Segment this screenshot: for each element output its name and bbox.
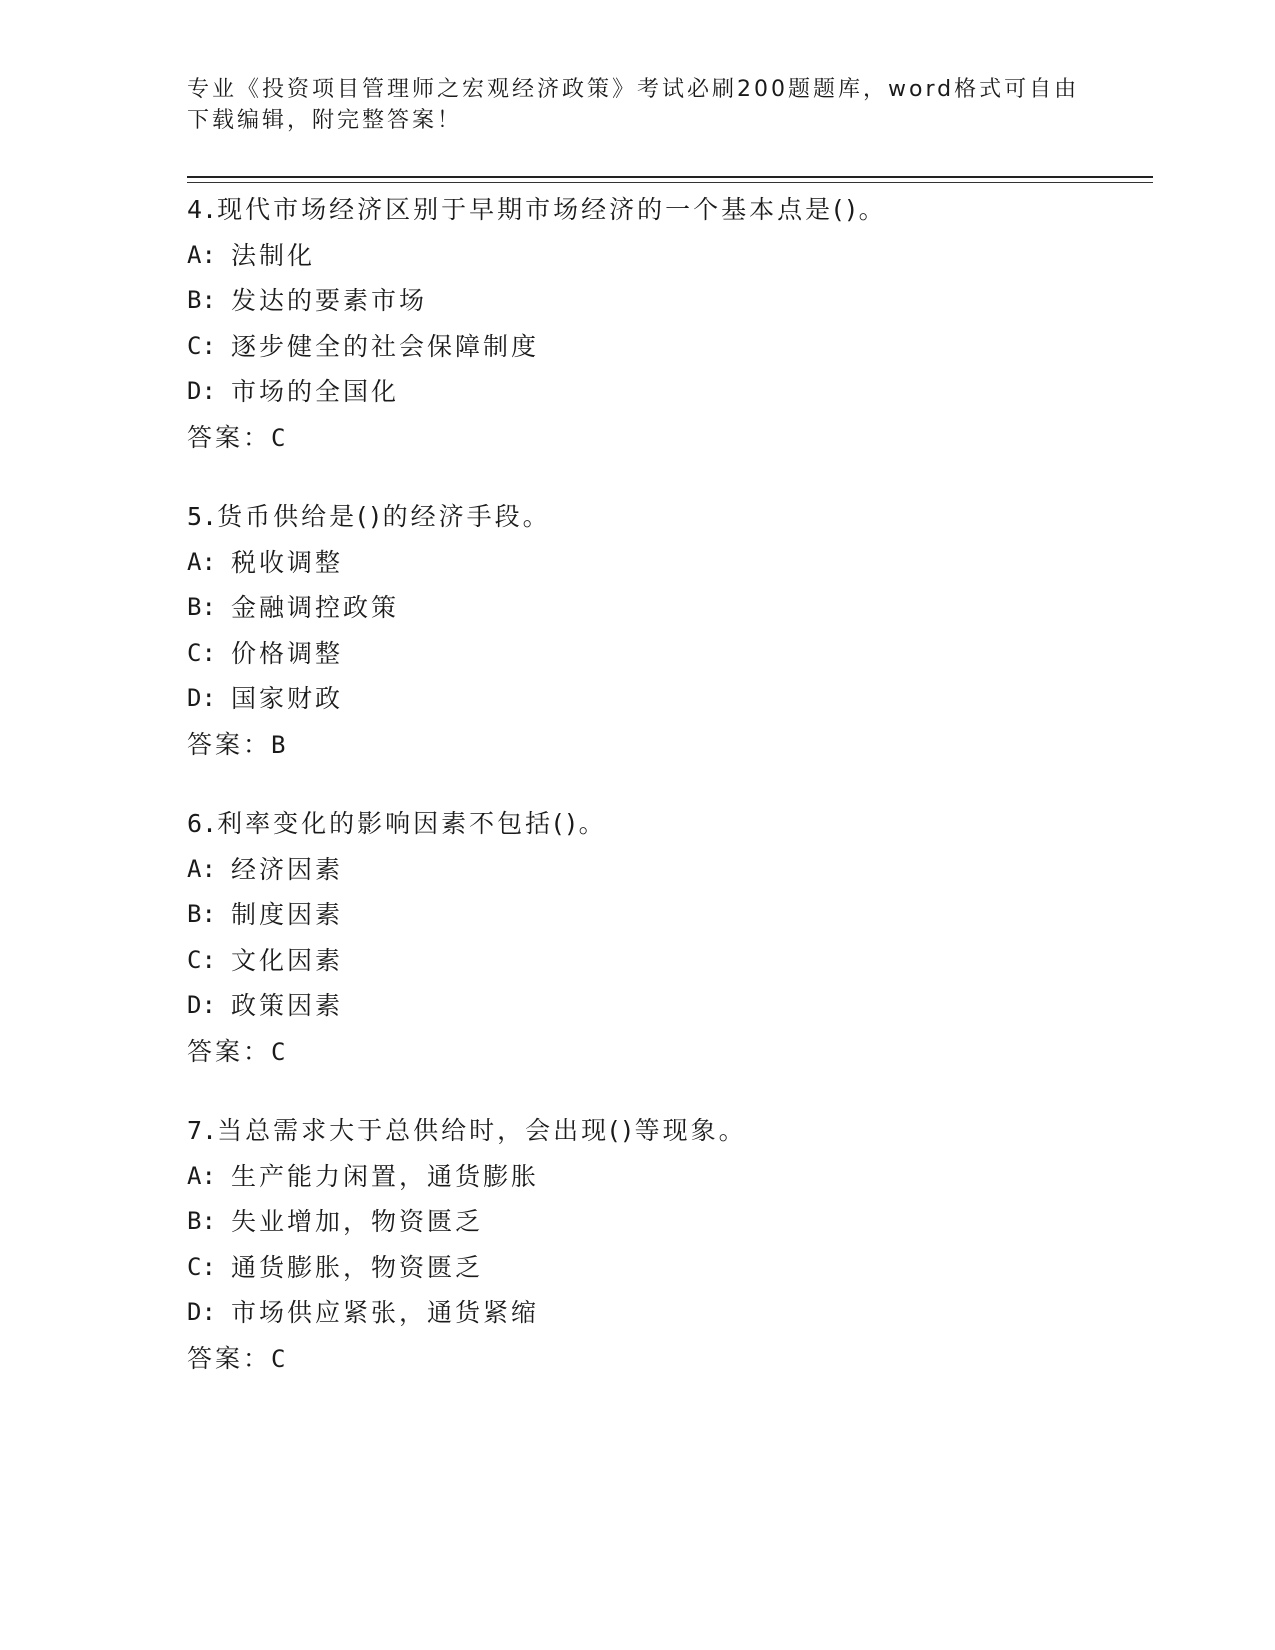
answer-value: B — [271, 730, 286, 759]
option-d — [187, 369, 1137, 415]
question-stem — [187, 187, 1137, 233]
option-b — [187, 278, 1137, 324]
option-letter: D: — [187, 377, 216, 405]
option-a — [187, 540, 1137, 586]
option-letter: B: — [187, 1207, 216, 1235]
question-text: 利率变化的影响因素不包括()。 — [217, 809, 607, 838]
question-number: 5. — [187, 502, 218, 531]
option-letter: D: — [187, 1298, 216, 1326]
question-stem — [187, 1108, 1137, 1154]
answer-line — [187, 1029, 1137, 1075]
option-text: 逐步健全的社会保障制度 — [231, 331, 540, 361]
answer-line — [187, 1336, 1137, 1382]
question-item — [187, 187, 1137, 460]
answer-value: C — [271, 423, 286, 452]
question-item — [187, 801, 1137, 1074]
option-letter: B: — [187, 593, 216, 621]
question-text: 货币供给是()的经济手段。 — [217, 502, 551, 531]
option-c — [187, 938, 1137, 984]
option-text: 价格调整 — [231, 638, 344, 668]
option-text: 法制化 — [231, 240, 316, 270]
option-text: 制度因素 — [231, 900, 344, 929]
option-c — [187, 1245, 1137, 1291]
header-line-2: 下载编辑，附完整答案！ — [187, 108, 463, 133]
option-letter: C: — [187, 1252, 216, 1281]
question-stem — [187, 801, 1137, 847]
option-b — [187, 585, 1137, 631]
answer-line — [187, 415, 1137, 461]
option-a — [187, 233, 1137, 279]
answer-label: 答案： — [187, 422, 272, 452]
option-letter: A: — [187, 547, 216, 576]
option-text: 生产能力闲置，通货膨胀 — [231, 1161, 540, 1191]
option-letter: A: — [187, 1161, 216, 1190]
option-text: 失业增加，物资匮乏 — [231, 1207, 484, 1236]
option-b — [187, 1199, 1137, 1245]
answer-label: 答案： — [187, 729, 272, 759]
answer-line — [187, 722, 1137, 768]
option-letter: A: — [187, 240, 216, 269]
option-text: 政策因素 — [231, 991, 344, 1020]
question-number: 4. — [187, 195, 218, 224]
option-text: 通货膨胀，物资匮乏 — [231, 1252, 484, 1282]
option-text: 经济因素 — [231, 854, 344, 884]
option-text: 金融调控政策 — [231, 593, 400, 622]
option-c — [187, 631, 1137, 677]
answer-value: C — [271, 1344, 286, 1373]
option-text: 市场供应紧张，通货紧缩 — [231, 1298, 540, 1327]
answer-value: C — [271, 1037, 286, 1066]
option-letter: D: — [187, 991, 216, 1019]
option-a — [187, 1154, 1137, 1200]
option-d — [187, 983, 1137, 1029]
question-number: 7. — [187, 1116, 218, 1145]
option-text: 国家财政 — [231, 684, 344, 713]
question-item — [187, 1108, 1137, 1381]
option-b — [187, 892, 1137, 938]
question-stem — [187, 494, 1137, 540]
question-text: 现代市场经济区别于早期市场经济的一个基本点是()。 — [217, 195, 887, 224]
question-text: 当总需求大于总供给时，会出现()等现象。 — [217, 1116, 747, 1145]
document-header — [187, 74, 1087, 136]
question-number: 6. — [187, 809, 218, 838]
question-item — [187, 494, 1137, 767]
answer-label: 答案： — [187, 1343, 272, 1373]
option-letter: B: — [187, 900, 216, 928]
answer-label: 答案： — [187, 1036, 272, 1066]
option-letter: C: — [187, 331, 216, 360]
option-letter: D: — [187, 684, 216, 712]
option-letter: B: — [187, 286, 216, 314]
option-d — [187, 1290, 1137, 1336]
header-divider-thin — [187, 182, 1153, 183]
header-line-1: 专业《投资项目管理师之宏观经济政策》考试必刷200题题库，word格式可自由 — [187, 77, 1080, 102]
option-text: 市场的全国化 — [231, 377, 400, 406]
option-d — [187, 676, 1137, 722]
header-divider-thick — [187, 176, 1153, 178]
option-a — [187, 847, 1137, 893]
option-letter: A: — [187, 854, 216, 883]
option-text: 税收调整 — [231, 547, 344, 577]
option-text: 文化因素 — [231, 945, 344, 975]
option-c — [187, 324, 1137, 370]
option-letter: C: — [187, 638, 216, 667]
option-letter: C: — [187, 945, 216, 974]
option-text: 发达的要素市场 — [231, 286, 428, 315]
